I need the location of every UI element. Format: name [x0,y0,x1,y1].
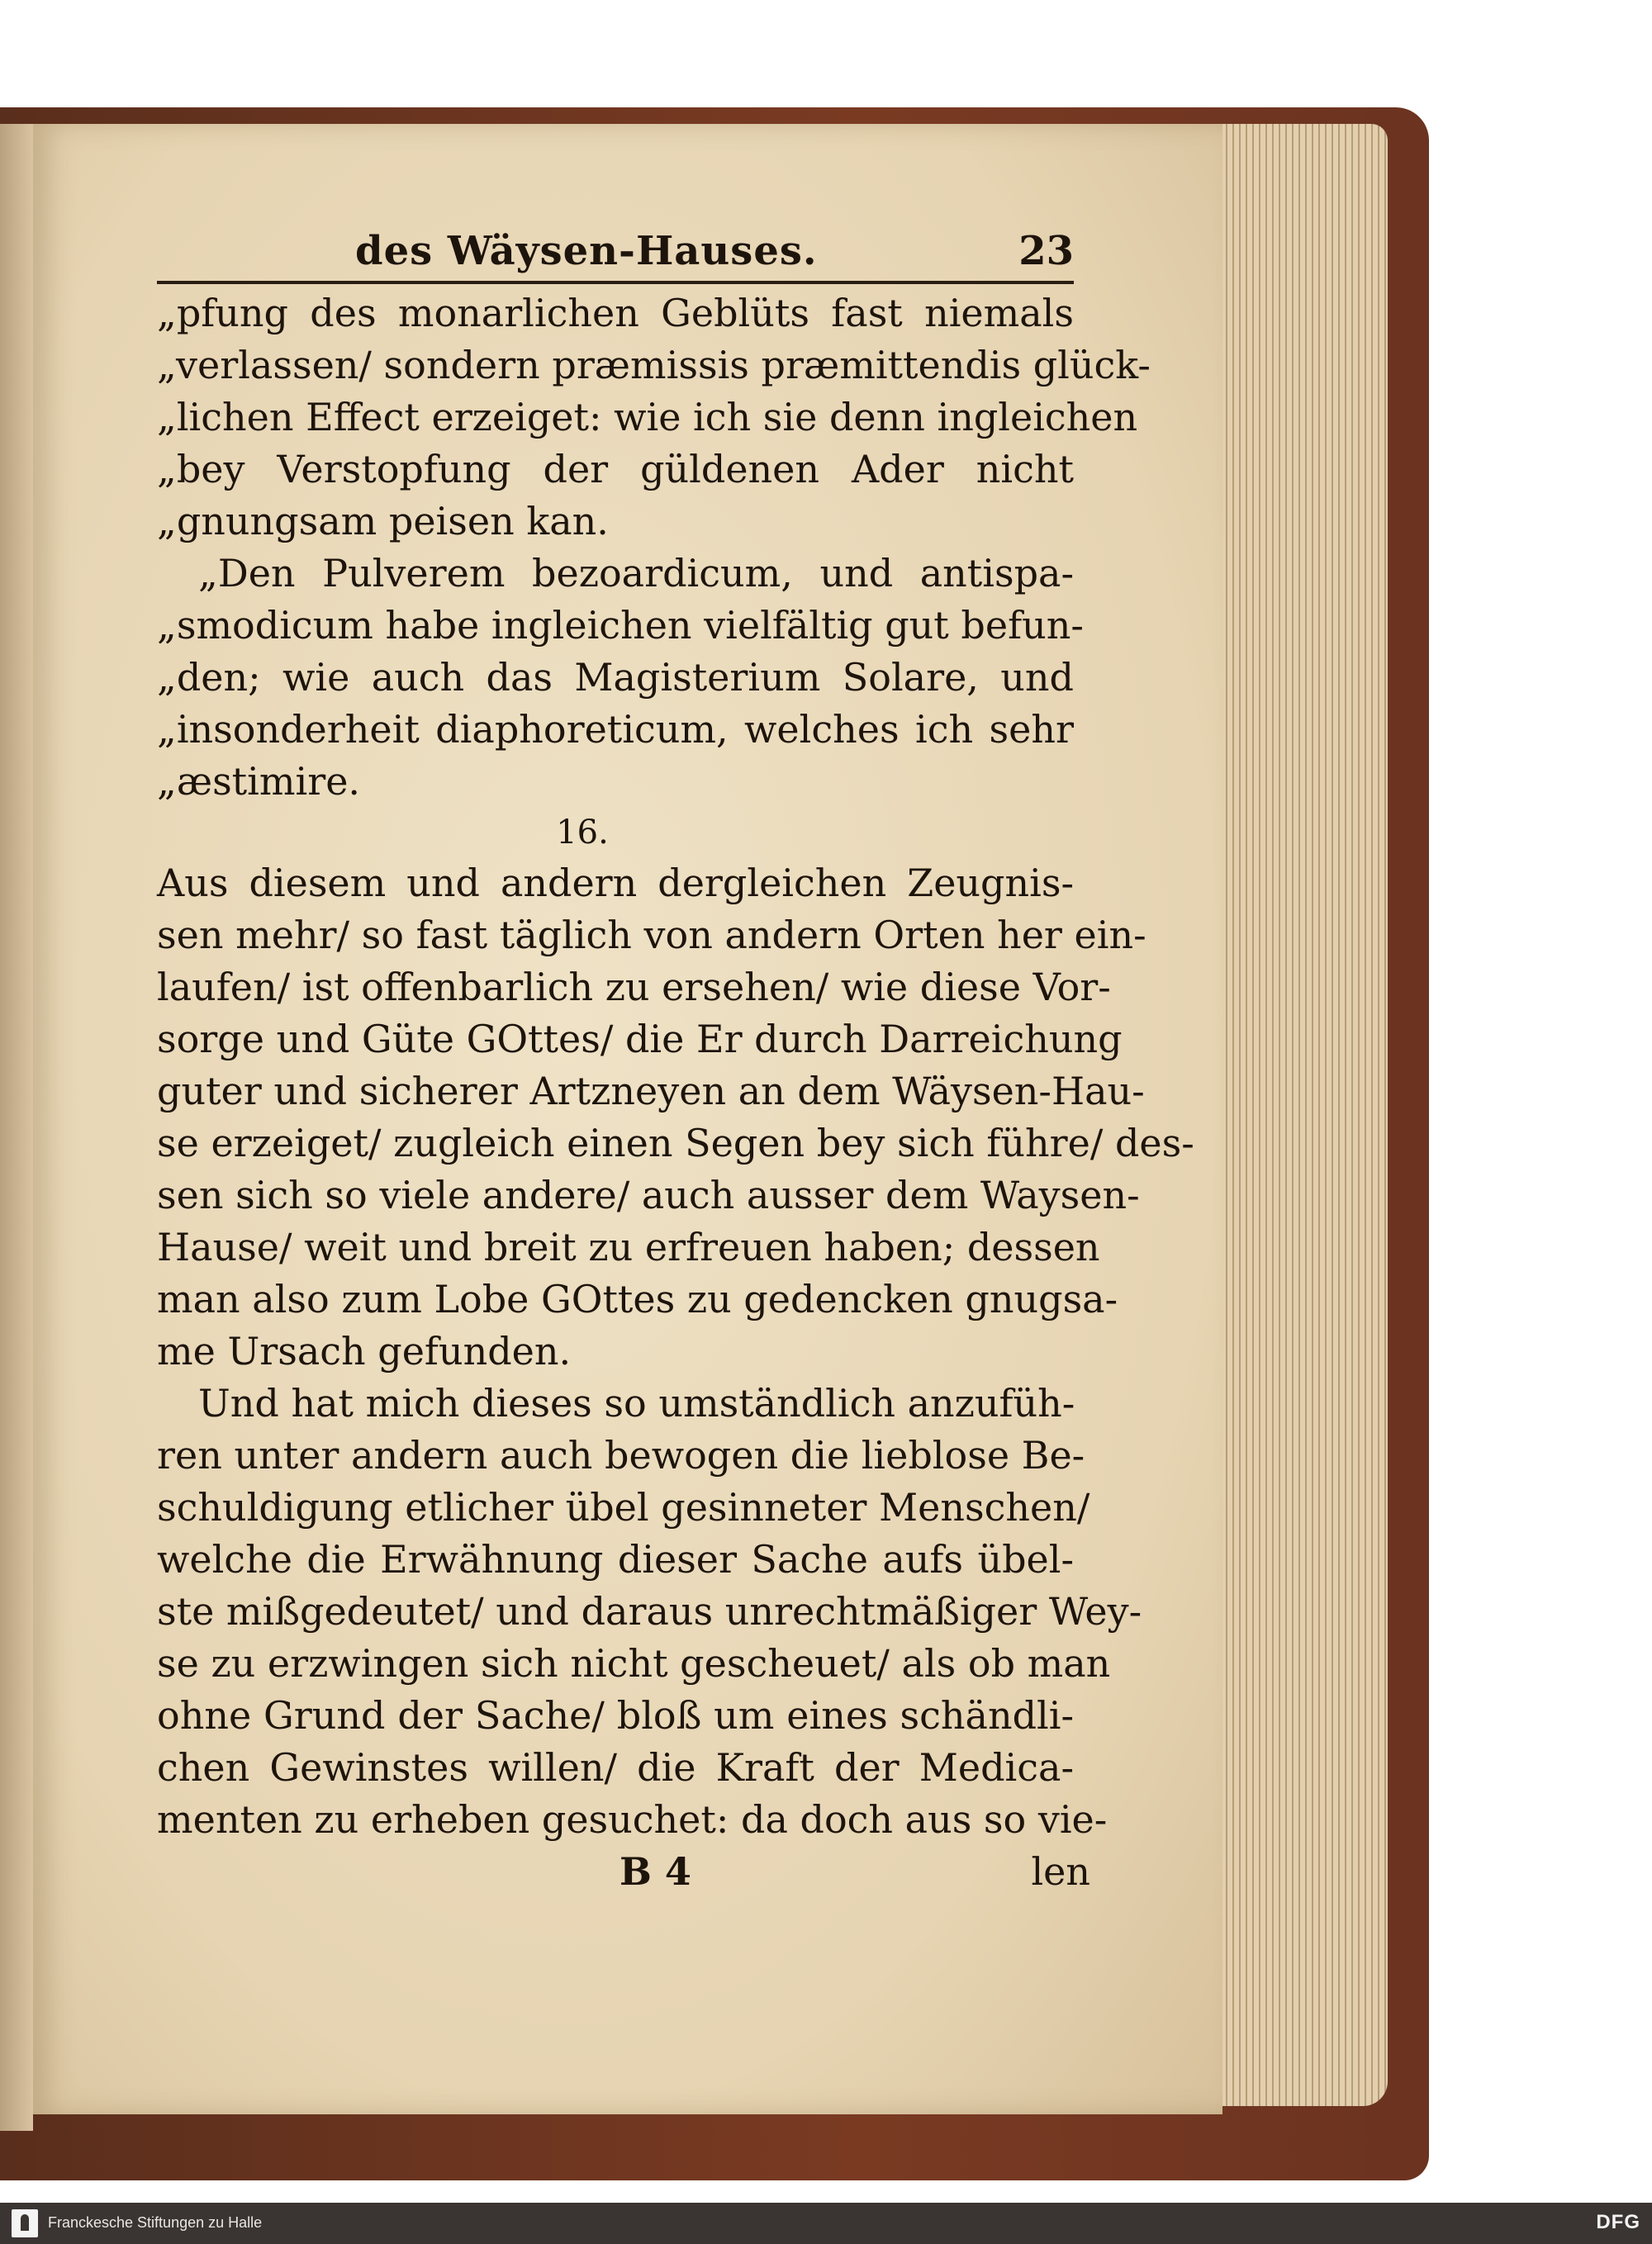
text-line: „æstimire. [157,759,361,804]
running-head-title: des Wäysen-Hauses. [355,228,818,274]
text-line: „bey Verstopfung der güldenen Ader nicht [157,447,1074,491]
text-line: se erzeiget/ zugleich einen Segen bey sich führe/ des- [157,1121,1194,1165]
institution-name: Franckesche Stiftungen zu Halle [48,2214,263,2231]
book-page [33,124,1222,2114]
signature-mark: B 4 [620,1849,691,1894]
text-line: laufen/ ist offenbarlich zu ersehen/ wie diese Vor- [157,965,1111,1009]
text-line: ohne Grund der Sache/ bloß um eines schändli- [157,1693,1074,1738]
text-line: welche die Erwähnung dieser Sache aufs übel- [157,1537,1074,1582]
page-number: 23 [1018,228,1074,274]
left-page-edge [0,124,33,2131]
text-line: menten zu erheben gesuchet: da doch aus so vie- [157,1797,1108,1842]
text-line: „gnungsam peisen kan. [157,499,609,543]
text-line: „verlassen/ sondern præmissis præmittendis glück- [157,343,1151,387]
text-line: Und hat mich dieses so umständlich anzufüh- [198,1381,1075,1426]
section-text [157,857,1194,1846]
text-line: „Den Pulverem bezoardicum, und antispa- [198,551,1074,595]
text-line: ste mißgedeutet/ und daraus unrechtmäßiger Wey- [157,1589,1142,1634]
text-line: „smodicum habe ingleichen vielfältig gut befun- [157,603,1084,648]
text-line: guter und sicherer Artzneyen an dem Wäysen-Hau- [157,1069,1145,1113]
text-line: man also zum Lobe GOttes zu gedencken gnugsa- [157,1277,1118,1321]
text-line: „den; wie auch das Magisterium Solare, und [157,655,1074,700]
viewer-footer-bar [0,2203,1652,2244]
page-footer [157,1846,1090,1904]
text-line: chen Gewinstes willen/ die Kraft der Medica- [157,1745,1074,1790]
dfg-logo: DFG [1596,2211,1640,2233]
page-edges [1214,124,1388,2106]
quoted-passage [157,287,1151,808]
text-line: „pfung des monarlichen Geblüts fast niemals [157,291,1074,335]
text-block [157,223,1194,1904]
catchword: len [1031,1849,1090,1894]
text-line: „insonderheit diaphoreticum, welches ich sehr [157,707,1074,752]
section-number: 16. [556,814,609,852]
text-line: sen sich so viele andere/ auch ausser dem Waysen- [157,1173,1140,1217]
text-line: Aus diesem und andern dergleichen Zeugnis- [157,861,1074,905]
text-line: me Ursach gefunden. [157,1329,572,1373]
text-line: schuldigung etlicher übel gesinneter Menschen/ [157,1485,1090,1530]
text-line: se zu erzwingen sich nicht gescheuet/ als ob man [157,1641,1111,1686]
text-line: sorge und Güte GOttes/ die Er durch Darreichung [157,1017,1123,1061]
text-line: ren unter andern auch bewogen die lieblose Be- [157,1433,1085,1478]
text-line: „lichen Effect erzeiget: wie ich sie denn ingleichen [157,395,1138,439]
text-line: sen mehr/ so fast täglich von andern Orten her ein- [157,913,1146,957]
text-line: Hause/ weit und breit zu erfreuen haben; dessen [157,1225,1100,1269]
institution-logo-icon [12,2209,38,2237]
running-head [157,223,1074,284]
